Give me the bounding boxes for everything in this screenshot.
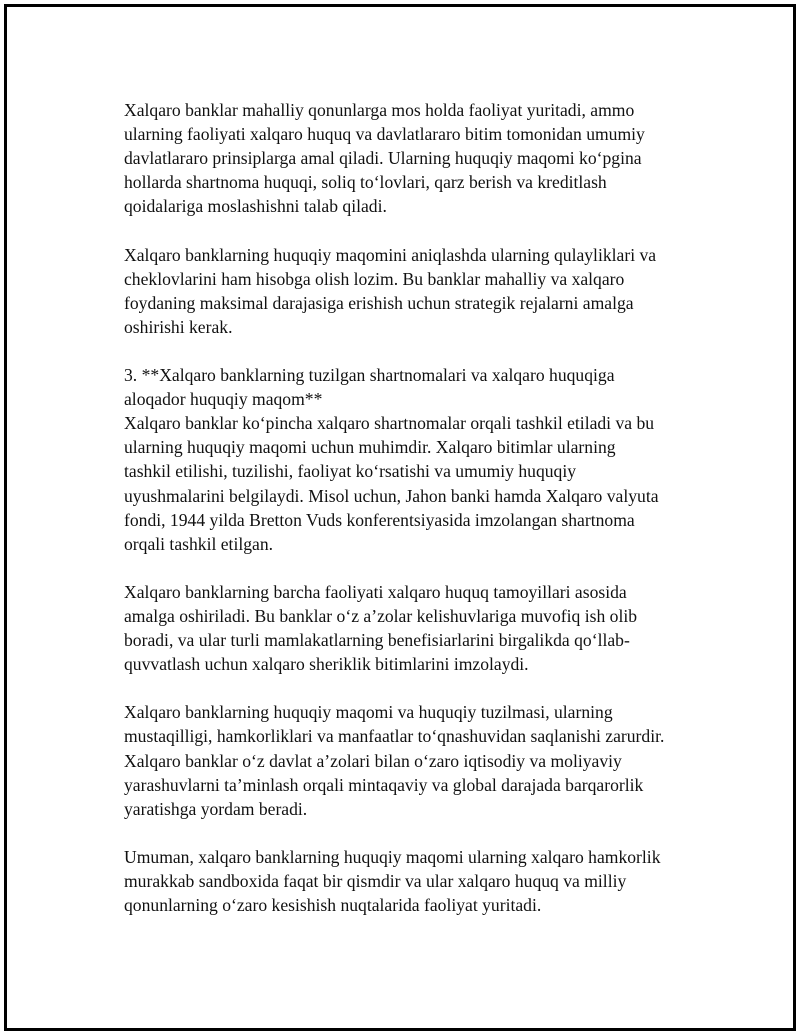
- paragraph-1: Xalqaro banklar mahalliy qonunlarga mos holda faoliyat yuritadi, ammo ularning faoliyati xalqaro huquq va davlatlararo bitim tomonidan umumiy davlatlararo prinsiplarga amal qiladi. Ularning huquqiy maqomi koʻpgina hollarda shartnoma huquqi, soliq toʻlovlari, qarz berish va kreditlash qoidalariga moslashishni talab qiladi.: [124, 100, 645, 217]
- document-body: [124, 98, 724, 941]
- paragraph-2: Xalqaro banklarning huquqiy maqomini aniqlashda ularning qulayliklari va cheklovlarini ham hisobga olish lozim. Bu banklar mahalliy va xalqaro foydaning maksimal darajasiga erishish uchun strategik rejalarni amalga oshirishi kerak.: [124, 244, 657, 337]
- section-paragraph-1: Xalqaro banklar koʻpincha xalqaro shartnomalar orqali tashkil etiladi va bu ularning huquqiy maqomi uchun muhimdir. Xalqaro bitimlar ularning tashkil etilishi, tuzilishi, faoliyat koʻrsatishi va umumiy huquqiy uyushmalarini belgilaydi. Misol uchun, Jahon banki hamda Xalqaro valyuta fondi, 1944 yilda Bretton Vuds konferentsiyasida imzolangan shartnoma orqali tashkil etilgan.: [124, 413, 659, 554]
- section-paragraph-2: Xalqaro banklarning barcha faoliyati xalqaro huquq tamoyillari asosida amalga oshiriladi. Bu banklar oʻz aʼzolar kelishuvlariga muvofiq ish olib boradi, va ular turli mamlakatlarning benefisiarlarini birgalikda qoʻllab- quvvatlash uchun xalqaro sheriklik bitimlarini imzolaydi.: [124, 581, 638, 675]
- page-frame: [4, 4, 796, 1031]
- section-paragraph-3: Xalqaro banklarning huquqiy maqomi va huquqiy tuzilmasi, ularning mustaqilligi, hamkorliklari va manfaatlar toʻqnashuvidan saqlanishi zarurdir. Xalqaro banklar oʻz davlat aʼzolari bilan oʻzaro iqtisodiy va moliyaviy yarashuvlarni taʼminlash orqali mintaqaviy va global darajada barqarorlik yaratishga yordam beradi.: [124, 702, 665, 819]
- section-paragraph-4: Umuman, xalqaro banklarning huquqiy maqomi ularning xalqaro hamkorlik murakkab sandboxida faqat bir qismdir va ular xalqaro huquq va milliy qonunlarning oʻzaro kesishish nuqtalarida faoliyat yuritadi.: [124, 846, 661, 916]
- section-heading: 3. **Xalqaro banklarning tuzilgan shartnomalari va xalqaro huquqiga aloqador huquqiy maqom**: [124, 365, 615, 410]
